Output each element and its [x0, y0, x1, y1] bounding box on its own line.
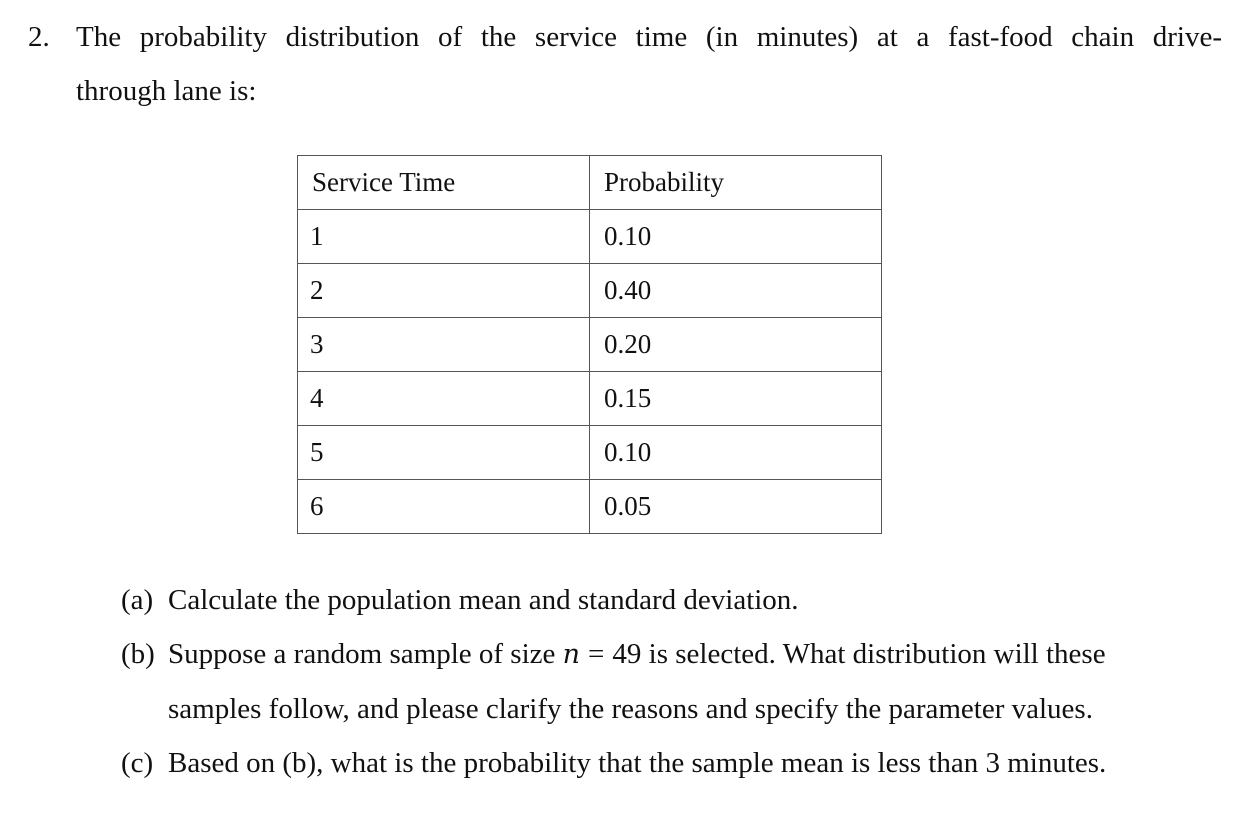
cell-probability: 0.05: [590, 480, 882, 534]
header-probability: Probability: [590, 156, 882, 210]
table-row: [298, 372, 882, 426]
question-line-1: [28, 10, 1228, 64]
table-header-row: [298, 156, 882, 210]
part-b: [121, 627, 1221, 736]
header-service-time: Service Time: [298, 156, 590, 210]
part-a-label: (a): [121, 584, 154, 616]
question-text-line-2: through lane is:: [76, 75, 257, 107]
table-row: [298, 264, 882, 318]
part-c-label: (c): [121, 747, 154, 779]
table-row: [298, 210, 882, 264]
cell-service-time: 2: [298, 264, 590, 318]
sample-size-variable: n: [562, 639, 581, 670]
cell-probability: 0.15: [590, 372, 882, 426]
part-a-text: Calculate the population mean and standard deviation.: [168, 584, 799, 616]
table-row: [298, 480, 882, 534]
probability-distribution-table: [297, 155, 882, 534]
part-b-line-1: [168, 627, 1221, 682]
table-row: [298, 426, 882, 480]
equals-sign: =: [588, 638, 605, 670]
cell-service-time: 4: [298, 372, 590, 426]
sample-size-value: 49: [612, 638, 642, 670]
part-b-text-after: is selected. What distribution will these: [648, 638, 1106, 670]
part-a: [121, 573, 1221, 627]
cell-service-time: 1: [298, 210, 590, 264]
question-stem: [28, 10, 1228, 118]
cell-probability: 0.10: [590, 426, 882, 480]
table-row: [298, 318, 882, 372]
part-c: [121, 736, 1221, 790]
question-text-line-1: The probability distribution of the service time (in minutes) at a fast-food chain drive-: [76, 21, 1222, 53]
part-b-label: (b): [121, 638, 155, 670]
cell-probability: 0.40: [590, 264, 882, 318]
cell-service-time: 6: [298, 480, 590, 534]
part-b-body: [168, 627, 1221, 736]
part-b-text-before: Suppose a random sample of size: [168, 638, 556, 670]
part-c-text: Based on (b), what is the probability that the sample mean is less than 3 minutes.: [168, 747, 1107, 779]
question-number: 2.: [28, 21, 50, 53]
sub-questions: [121, 573, 1221, 790]
cell-probability: 0.20: [590, 318, 882, 372]
part-b-line-2: samples follow, and please clarify the reasons and specify the parameter values.: [168, 693, 1093, 725]
cell-service-time: 3: [298, 318, 590, 372]
cell-probability: 0.10: [590, 210, 882, 264]
cell-service-time: 5: [298, 426, 590, 480]
